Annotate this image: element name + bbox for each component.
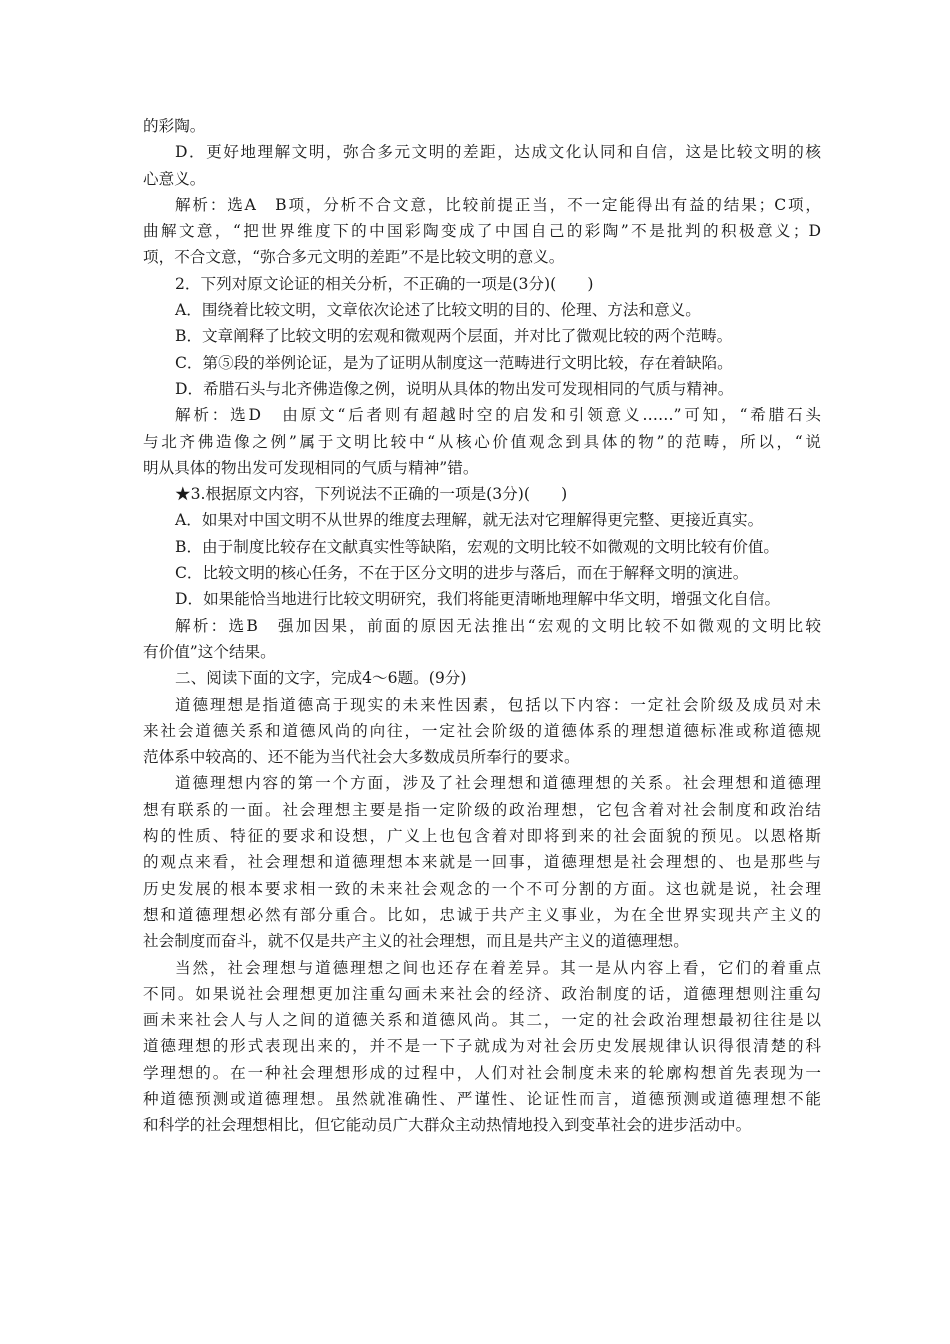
text-line: 解析：选B 强加因果，前面的原因无法推出“宏观的文明比较不如微观的文明比较	[175, 616, 821, 635]
text-line: D．希腊石头与北齐佛造像之例，说明从具体的物出发可发现相同的气质与精神。	[175, 379, 734, 398]
document-page	[143, 113, 821, 1139]
text-line: D．更好地理解文明，弥合多元文明的差距，达成文化认同和自信，这是比较文明的核	[175, 143, 821, 162]
text-line: 想有联系的一面。社会理想主要是指一定阶级的政治理想，它包含着对社会制度和政治结	[143, 800, 821, 819]
text-line: 心意义。	[143, 169, 206, 188]
text-line: 和科学的社会理想相比，但它能动员广大群众主动热情地投入到变革社会的进步活动中。	[143, 1116, 752, 1135]
text-line: 画未来社会人与人之间的道德关系和道德风尚。其二，一定的社会政治理想最初往往是以	[143, 1011, 821, 1030]
text-line: B．文章阐释了比较文明的宏观和微观两个层面，并对比了微观比较的两个范畴。	[175, 327, 733, 346]
text-line: 道德理想的形式表现出来的，并不是一下子就成为对社会历史发展规律认识得很清楚的科	[143, 1037, 821, 1056]
text-line: 当然，社会理想与道德理想之间也还存在着差异。其一是从内容上看，它们的着重点	[175, 958, 821, 977]
text-line: C．第⑤段的举例论证，是为了证明从制度这一范畴进行文明比较，存在着缺陷。	[175, 353, 733, 372]
text-line: 来社会道德关系和道德风尚的向往，一定社会阶级的道德体系的理想道德标准或称道德规	[143, 721, 821, 740]
text-line: 解析：选D 由原文“后者则有超越时空的启发和引领意义……”可知，“希腊石头	[175, 406, 821, 425]
text-line: A．围绕着比较文明，文章依次论述了比较文明的目的、伦理、方法和意义。	[175, 301, 701, 320]
text-line: 构的性质、特征的要求和设想，广义上也包含着对即将到来的社会面貌的预见。以恩格斯	[143, 827, 821, 846]
text-line: 2．下列对原文论证的相关分析，不正确的一项是(3分)( )	[175, 274, 594, 293]
text-line: 与北齐佛造像之例”属于文明比较中“从核心价值观念到具体的物”的范畴，所以，“说	[143, 432, 821, 451]
text-line: 明从具体的物出发可发现相同的气质与精神”错。	[143, 458, 479, 477]
text-line: 想和道德理想必然有部分重合。比如，忠诚于共产主义事业，为在全世界实现共产主义的	[143, 905, 821, 924]
text-line: C．比较文明的核心任务，不在于区分文明的进步与落后，而在于解释文明的演进。	[175, 564, 749, 583]
text-line: 道德理想是指道德高于现实的未来性因素，包括以下内容：一定社会阶级及成员对未	[175, 695, 821, 714]
text-line: 种道德预测或道德理想。虽然就准确性、严谨性、论证性而言，道德预测或道德理想不能	[143, 1089, 821, 1108]
text-line: 范体系中较高的、还不能为当代社会大多数成员所奉行的要求。	[143, 748, 580, 767]
text-line: B．由于制度比较存在文献真实性等缺陷，宏观的文明比较不如微观的文明比较有价值。	[175, 537, 780, 556]
text-line: 二、阅读下面的文字，完成4～6题。(9分)	[175, 669, 467, 688]
text-line: 道德理想内容的第一个方面，涉及了社会理想和道德理想的关系。社会理想和道德理	[175, 774, 821, 793]
text-line: A．如果对中国文明不从世界的维度去理解，就无法对它理解得更完整、更接近真实。	[175, 511, 764, 530]
text-line: 项，不合文意，“弥合多元文明的差距”不是比较文明的意义。	[143, 248, 565, 267]
text-line: D．如果能恰当地进行比较文明研究，我们将能更清晰地理解中华文明，增强文化自信。	[175, 590, 781, 609]
text-line: 解析：选A B项，分析不合文意，比较前提正当，不一定能得出有益的结果；C项，	[175, 195, 821, 214]
text-line: 学理想的。在一种社会理想形成的过程中，人们对社会制度未来的轮廓构想首先表现为一	[143, 1063, 821, 1082]
text-line: 有价值”这个结果。	[143, 642, 276, 661]
text-line: 不同。如果说社会理想更加注重勾画未来社会的经济、政治制度的话，道德理想则注重勾	[143, 984, 821, 1003]
text-line: ★3.根据原文内容，下列说法不正确的一项是(3分)( )	[175, 485, 568, 504]
text-line: 社会制度而奋斗，就不仅是共产主义的社会理想，而且是共产主义的道德理想。	[143, 932, 689, 951]
text-line: 曲解文意，“把世界维度下的中国彩陶变成了中国自己的彩陶”不是批判的积极意义；D	[143, 222, 821, 241]
text-line: 的观点来看，社会理想和道德理想本来就是一回事，道德理想是社会理想的、也是那些与	[143, 853, 821, 872]
text-line: 的彩陶。	[143, 117, 206, 135]
text-line: 历史发展的根本要求相一致的未来社会观念的一个不可分割的方面。这也就是说，社会理	[143, 879, 821, 898]
